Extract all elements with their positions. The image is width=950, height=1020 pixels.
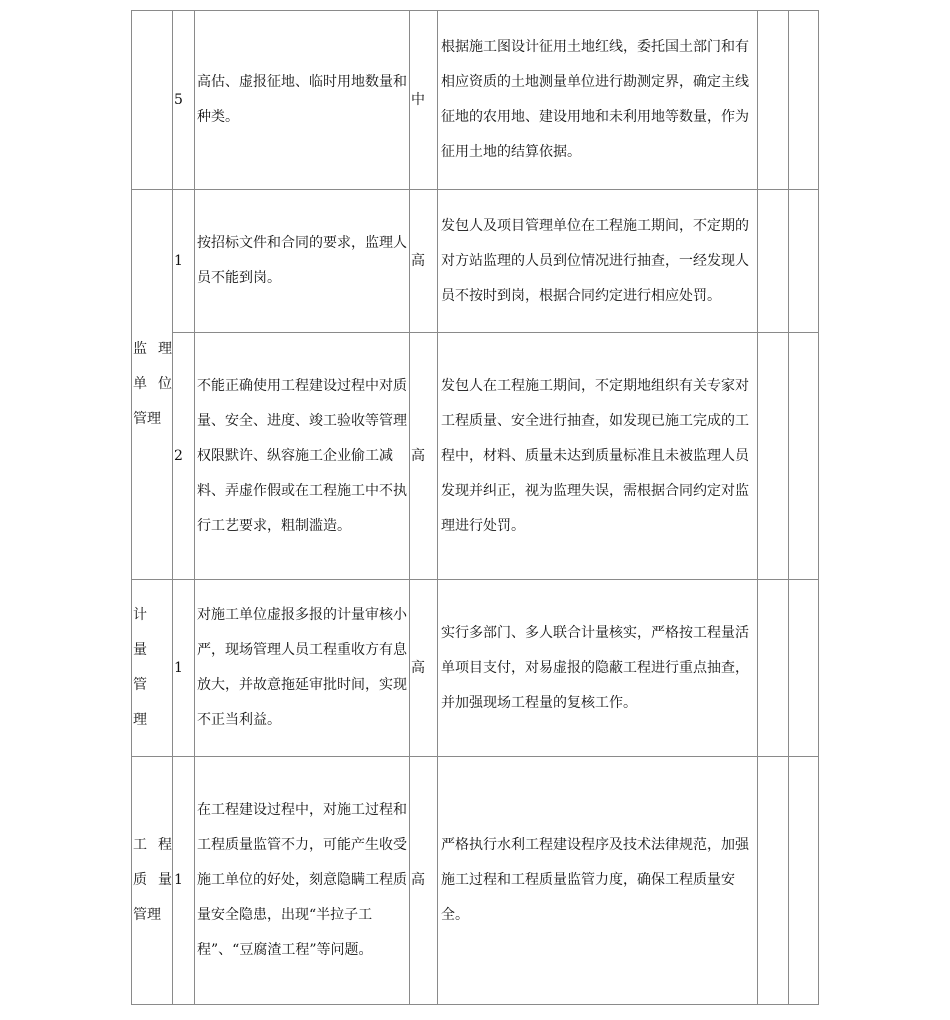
risk-description: 对施工单位虚报多报的计量审核小严，现场管理人员工程重收方有息放大，并故意拖延审批时间，实现不正当利益。: [195, 580, 410, 757]
blank-cell: [789, 757, 819, 1005]
category-line: 计: [133, 607, 147, 623]
risk-level: 高: [410, 580, 438, 757]
item-number: 5: [173, 11, 195, 190]
blank-cell: [758, 333, 789, 580]
category-cell: [132, 757, 173, 1005]
control-measures: 发包人在工程施工期间，不定期地组织有关专家对工程质量、安全进行抽查，如发现已施工完成的工程中，材料、质量未达到质量标准且未被监理人员发现并纠正，视为监理失误，需根据合同约定对监理进行处罚。: [438, 333, 758, 580]
control-measures: 严格执行水利工程建设程序及技术法律规范，加强施工过程和工程质量监管力度，确保工程质量安全。: [438, 757, 758, 1005]
risk-level: 高: [410, 757, 438, 1005]
table-row: [132, 580, 819, 757]
risk-description: 在工程建设过程中，对施工过程和工程质量监管不力，可能产生收受施工单位的好处，刻意隐瞒工程质量安全隐患，出现“半拉子工程”、“豆腐渣工程”等问题。: [195, 757, 410, 1005]
category-cell: [132, 580, 173, 757]
item-number: 2: [173, 333, 195, 580]
risk-level: 高: [410, 190, 438, 333]
risk-control-table: [131, 10, 819, 1005]
category-line: 质 量: [133, 872, 172, 888]
risk-level: 中: [410, 11, 438, 190]
category-line: 工 程: [133, 837, 172, 853]
blank-cell: [789, 190, 819, 333]
item-number: 1: [173, 190, 195, 333]
blank-cell: [758, 757, 789, 1005]
blank-cell: [758, 580, 789, 757]
table-row: [132, 11, 819, 190]
category-cell: [132, 11, 173, 190]
category-line: 量: [133, 642, 147, 658]
item-number: 1: [173, 757, 195, 1005]
control-measures: 实行多部门、多人联合计量核实，严格按工程量活单项目支付，对易虚报的隐蔽工程进行重点抽查，并加强现场工程量的复核工作。: [438, 580, 758, 757]
blank-cell: [758, 11, 789, 190]
category-cell: [132, 190, 173, 580]
table-row: [132, 333, 819, 580]
control-measures: 根据施工图设计征用土地红线，委托国土部门和有相应资质的土地测量单位进行勘测定界，确定主线征地的农用地、建设用地和未利用地等数量，作为征用土地的结算依据。: [438, 11, 758, 190]
table-row: [132, 757, 819, 1005]
category-line: 管: [133, 677, 147, 693]
category-line: 理: [133, 712, 147, 728]
control-measures: 发包人及项目管理单位在工程施工期间，不定期的对方站监理的人员到位情况进行抽查，一经发现人员不按时到岗，根据合同约定进行相应处罚。: [438, 190, 758, 333]
blank-cell: [789, 580, 819, 757]
risk-description: 高估、虚报征地、临时用地数量和种类。: [195, 11, 410, 190]
blank-cell: [789, 11, 819, 190]
blank-cell: [758, 190, 789, 333]
risk-description: 按招标文件和合同的要求，监理人员不能到岗。: [195, 190, 410, 333]
risk-level: 高: [410, 333, 438, 580]
category-line: 管理: [133, 411, 161, 427]
item-number: 1: [173, 580, 195, 757]
category-line: 管理: [133, 907, 161, 923]
risk-description: 不能正确使用工程建设过程中对质量、安全、进度、竣工验收等管理权限默许、纵容施工企业偷工减料、弄虚作假或在工程施工中不执行工艺要求，粗制滥造。: [195, 333, 410, 580]
blank-cell: [789, 333, 819, 580]
table-row: [132, 190, 819, 333]
category-line: 单 位: [133, 376, 172, 392]
category-line: 监 理: [133, 341, 172, 357]
